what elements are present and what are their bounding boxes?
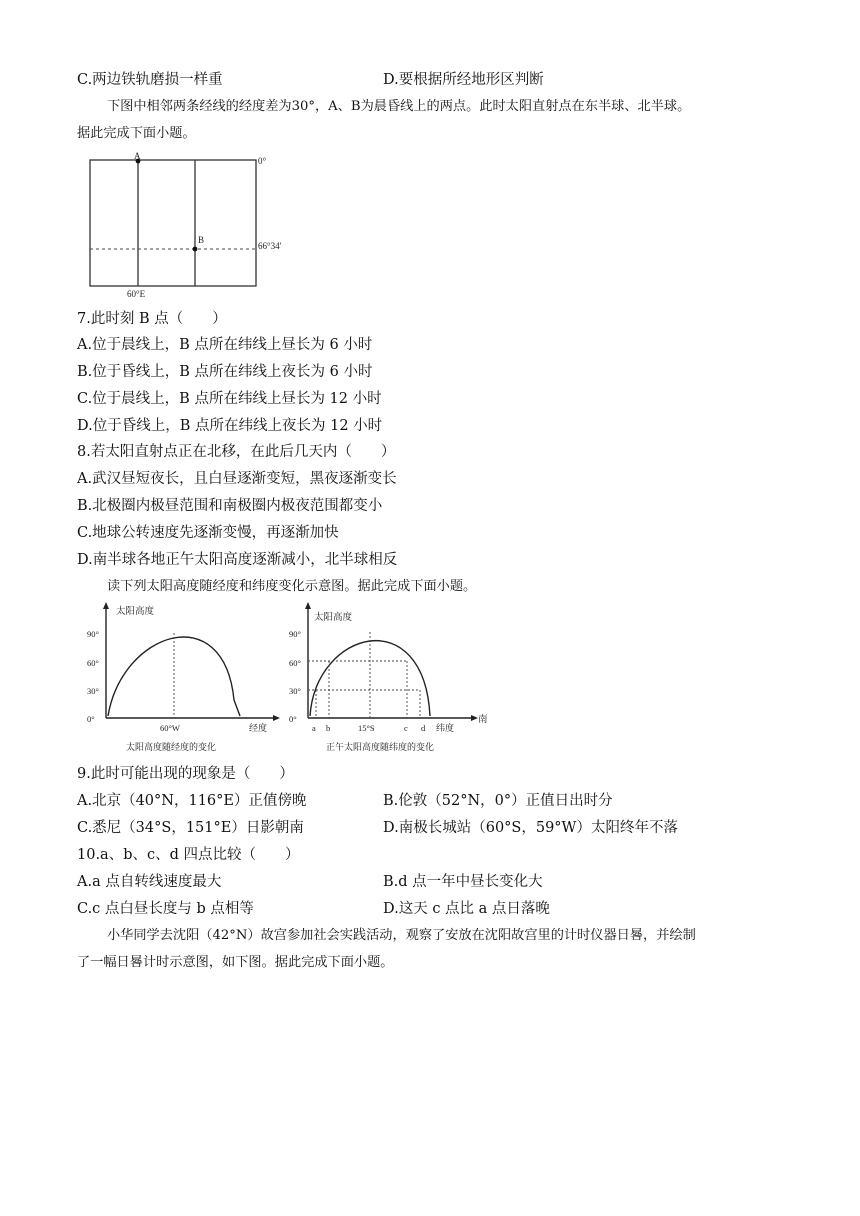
tick-30: 30°	[289, 686, 301, 696]
q7-option-d: D.位于昏线上，B 点所在纬线上夜长为 12 小时	[77, 418, 383, 434]
q10-option-b: B.d 点一年中昼长变化大	[383, 874, 543, 890]
tick-90: 90°	[87, 629, 99, 639]
intro-paragraph-1b: 据此完成下面小题。	[77, 126, 196, 141]
y-axis-label: 太阳高度	[314, 613, 353, 623]
intro-paragraph-1a: 下图中相邻两条经线的经度差为30°，A、B为晨昏线上的两点。此时太阳直射点在东半球、北半球。	[107, 99, 691, 114]
q7-option-b: B.位于昏线上，B 点所在纬线上夜长为 6 小时	[77, 364, 373, 380]
lat-66-label: 66°34′	[258, 241, 282, 251]
q10-option-c: C.c 点白昼长度与 b 点相等	[77, 901, 254, 917]
point-b-label: B	[198, 235, 205, 245]
tick-0: 0°	[87, 714, 95, 724]
q9-stem: 9.此时可能出现的现象是（ ）	[77, 766, 294, 782]
q8-stem: 8.若太阳直射点正在北移，在此后几天内（ ）	[77, 444, 396, 460]
q9-option-a: A.北京（40°N，116°E）正值傍晚	[77, 793, 307, 809]
tick-30: 30°	[87, 686, 99, 696]
figure-terminator-grid	[84, 148, 304, 300]
tick-60: 60°	[289, 658, 301, 668]
q8-option-a: A.武汉昼短夜长，且白昼逐渐变短，黑夜逐渐变长	[77, 471, 397, 487]
tick-90: 90°	[289, 629, 301, 639]
q8-option-d: D.南半球各地正午太阳高度逐渐减小，北半球相反	[77, 552, 398, 568]
y-axis-label: 太阳高度	[116, 607, 155, 617]
q10-option-d: D.这天 c 点比 a 点日落晚	[383, 901, 550, 917]
peak-label: 60°W	[160, 723, 180, 733]
q8-option-b: B.北极圈内极昼范围和南极圈内极夜范围都变小	[77, 498, 383, 514]
point-b-dot	[193, 247, 198, 252]
figure-altitude-latitude	[286, 600, 498, 756]
figure-caption: 正午太阳高度随纬度的变化	[326, 742, 435, 752]
q10-option-a: A.a 点自转线速度最大	[77, 874, 222, 890]
figure-caption: 太阳高度随经度的变化	[126, 742, 217, 752]
x-axis-label: 纬度	[436, 723, 455, 733]
q9-option-d: D.南极长城站（60°S，59°W）太阳终年不落	[383, 820, 678, 836]
tick-0: 0°	[289, 714, 297, 724]
tick-60: 60°	[87, 658, 99, 668]
point-c-label: c	[404, 723, 408, 733]
south-label: 南	[478, 715, 488, 725]
point-15s-label: 15°S	[358, 723, 375, 733]
point-d-label: d	[421, 723, 426, 733]
q7-option-a: A.位于晨线上，B 点所在纬线上昼长为 6 小时	[77, 337, 373, 353]
lon-60e-label: 60°E	[127, 289, 146, 299]
q7-stem: 7.此时刻 B 点（ ）	[77, 311, 227, 327]
point-b-label: b	[326, 723, 331, 733]
intro-paragraph-3b: 了一幅日晷计时示意图，如下图。据此完成下面小题。	[77, 955, 394, 970]
point-a-label: a	[312, 723, 316, 733]
q6-option-d: D.要根据所经地形区判断	[383, 72, 544, 88]
figure-altitude-longitude	[84, 600, 284, 756]
q9-option-c: C.悉尼（34°S，151°E）日影朝南	[77, 820, 304, 836]
point-a-label: A	[134, 151, 141, 161]
x-axis-label: 经度	[249, 723, 268, 733]
intro-paragraph-3a: 小华同学去沈阳（42°N）故宫参加社会实践活动，观察了安放在沈阳故宫里的计时仪器日晷，并绘制	[107, 928, 696, 943]
lat-0-label: 0°	[258, 156, 267, 166]
q10-stem: 10.a、b、c、d 四点比较（ ）	[77, 847, 300, 863]
q8-option-c: C.地球公转速度先逐渐变慢，再逐渐加快	[77, 525, 339, 541]
q7-option-c: C.位于晨线上，B 点所在纬线上昼长为 12 小时	[77, 391, 382, 407]
intro-paragraph-2: 读下列太阳高度随经度和纬度变化示意图。据此完成下面小题。	[107, 579, 477, 594]
q6-option-c: C.两边铁轨磨损一样重	[77, 72, 223, 88]
altitude-curve	[108, 637, 240, 716]
q9-option-b: B.伦敦（52°N，0°）正值日出时分	[383, 793, 613, 809]
